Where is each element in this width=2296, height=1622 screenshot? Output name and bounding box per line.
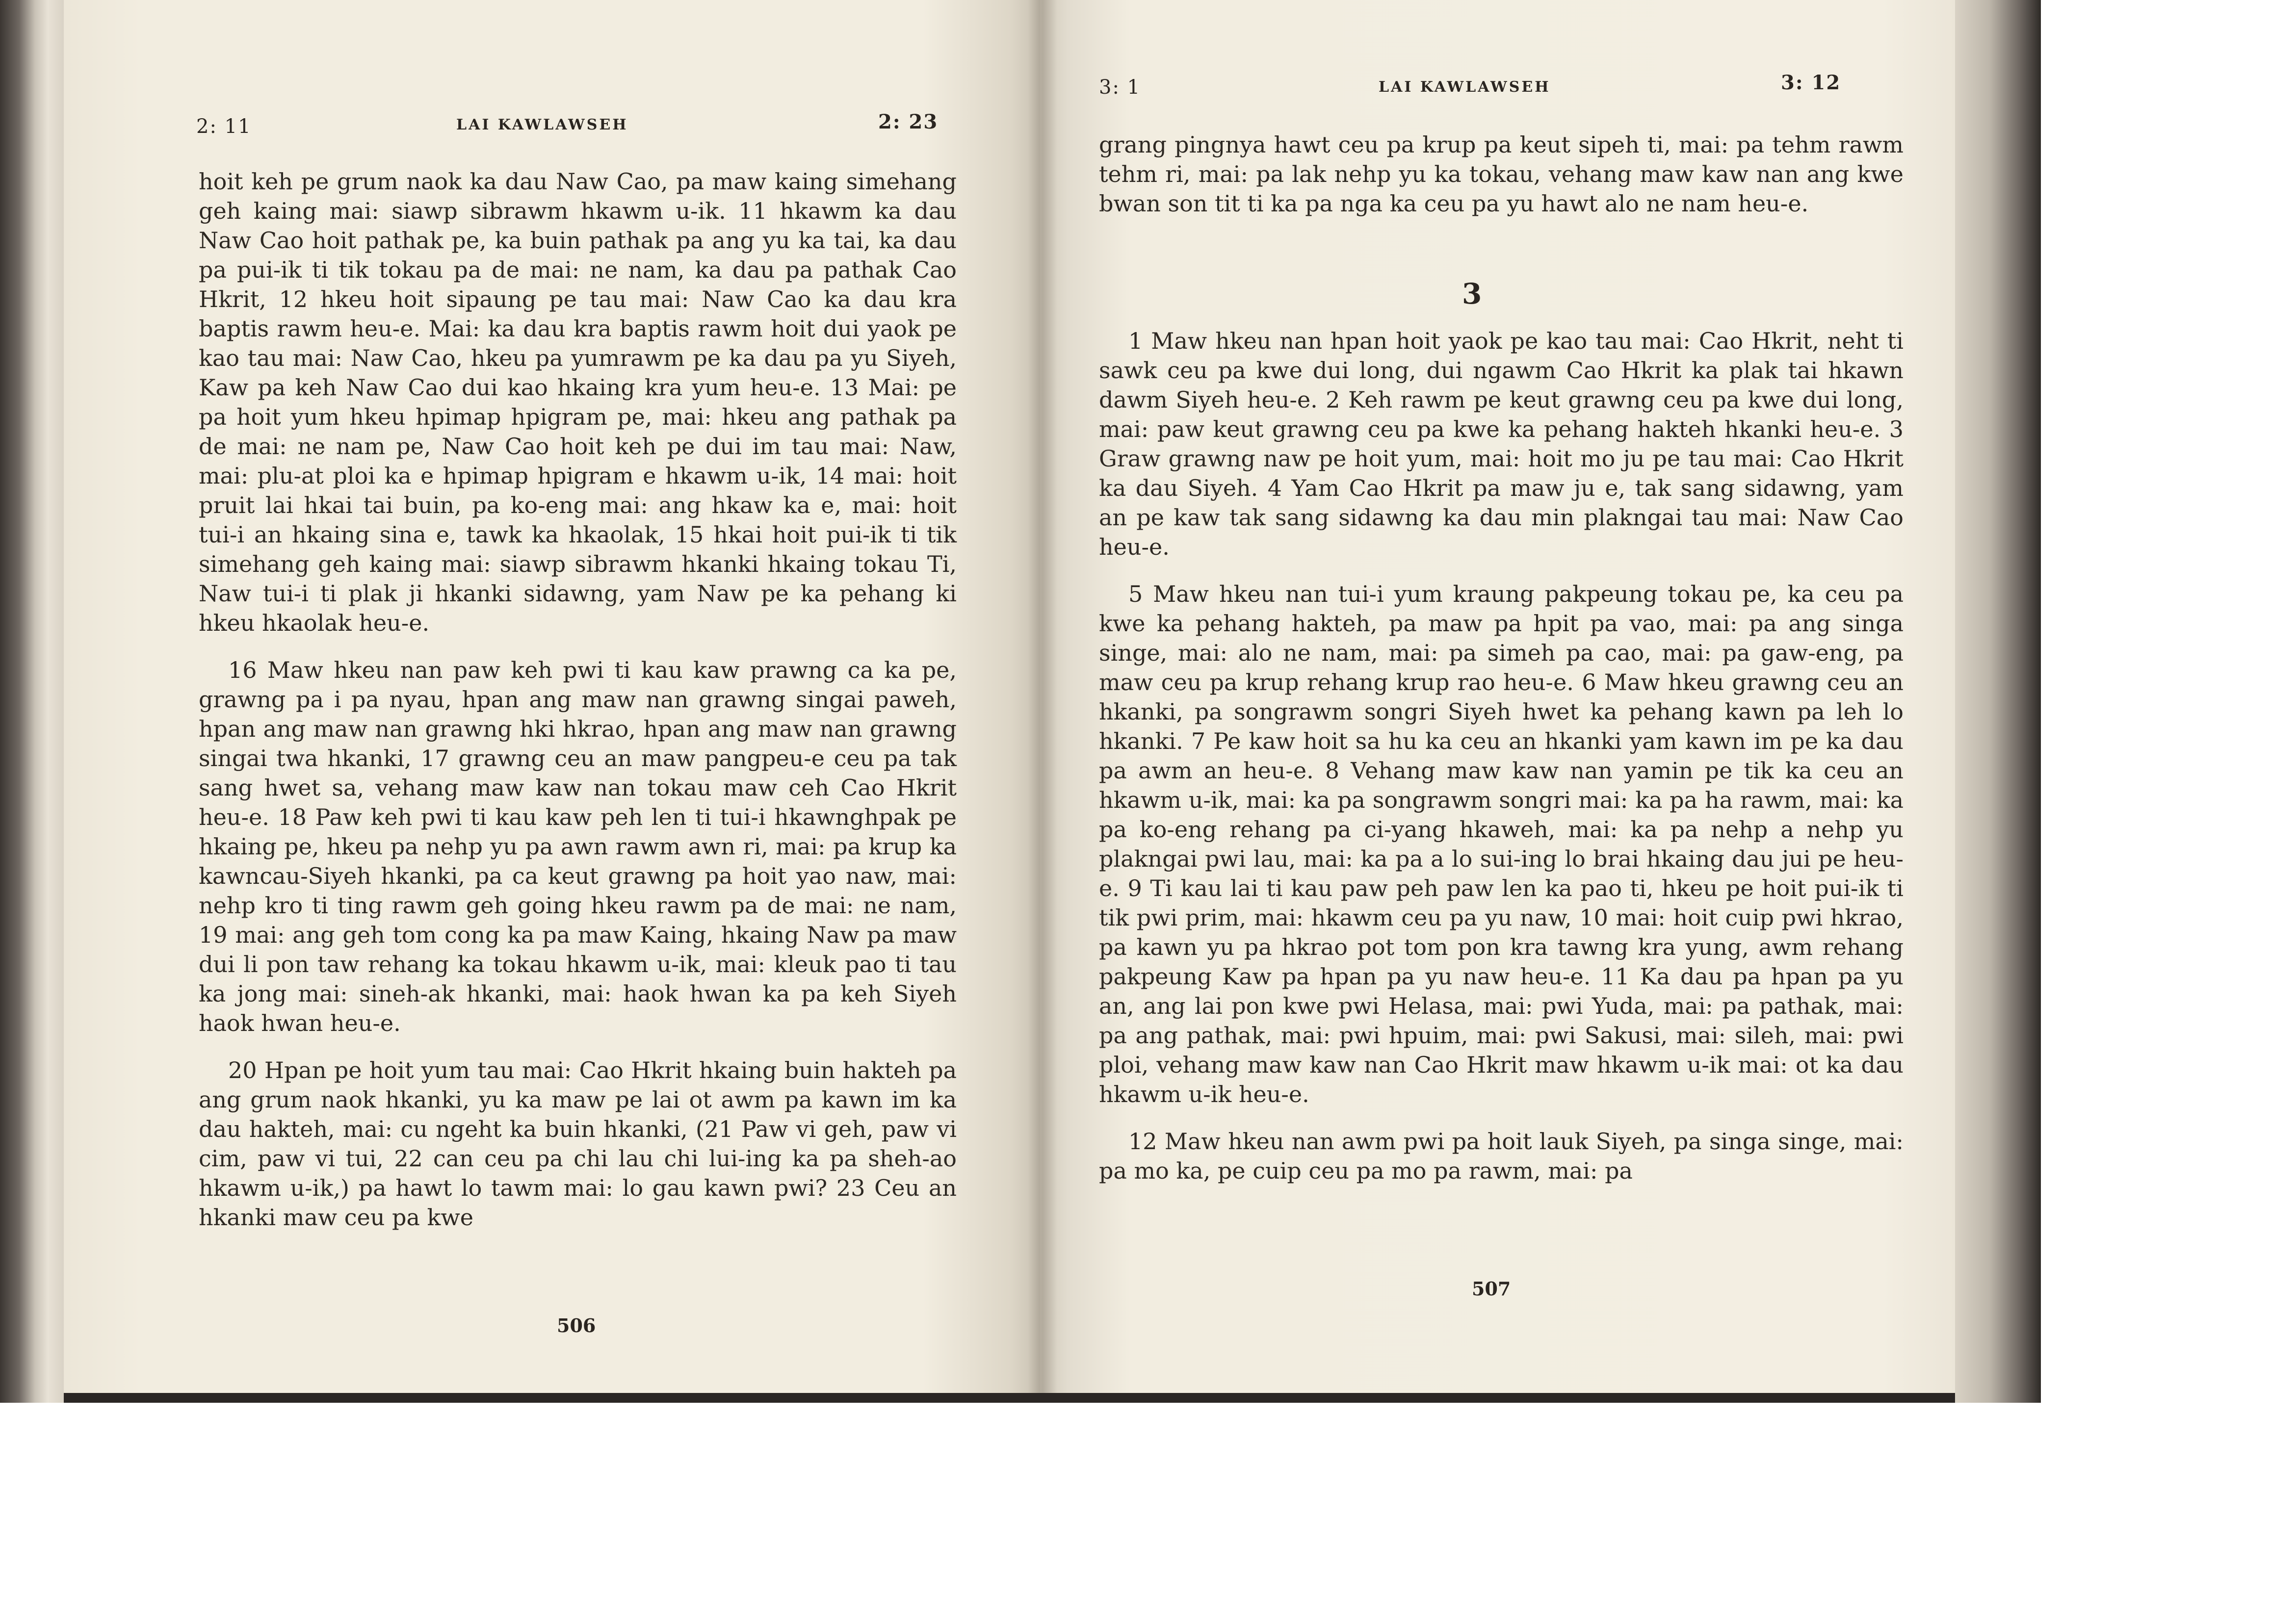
left-folio: 506 <box>557 1314 596 1337</box>
left-page <box>64 0 1040 1393</box>
left-page-edges <box>0 0 64 1403</box>
right-paragraph-1: 1 Maw hkeu nan hpan hoit yaok pe kao tau mai: Cao Hkrit, neht ti sawk ceu pa kwe dui long, dui ngawm Cao Hkrit ka plak tai hkawn dawm Siyeh heu-e. 2 Keh rawm pe keut grawng ceu pa kwe dui long, mai: paw keut grawng ceu pa kwe ka pehang hakteh hkanki heu-e. 3 Graw grawng naw pe hoit yum, mai: hoit mo ju pe tau mai: Cao Hkrit ka dau Siyeh. 4 Yam Cao Hkrit pa maw ju e, tak sang sidawng, yam an pe kaw tak sang sidawng ka dau min plakngai tau mai: Naw Cao heu-e. <box>1099 328 1904 560</box>
left-running-head <box>64 0 1040 138</box>
right-running-head <box>1040 0 1955 99</box>
left-paragraph-1: hoit keh pe grum naok ka dau Naw Cao, pa maw kaing simehang geh kaing mai: siawp sibrawm hkawm u-ik. 11 hkawm ka dau Naw Cao hoit pathak pe, ka buin pathak pa ang yu ka tai, ka dau pa pui-ik ti tik tokau pa de mai: ne nam, ka dau pa pathak Cao Hkrit, 12 hkeu hoit sipaung pe tau mai: Naw Cao ka dau kra baptis rawm heu-e. Mai: ka dau kra baptis rawm hoit dui yaok pe kao tau mai: Naw Cao, hkeu pa yumrawm pe ka dau pa yu Siyeh, Kaw pa keh Naw Cao dui kao hkaing kra yum heu-e. 13 Mai: pe pa hoit yum hkeu hpimap hpigram pe, mai: hkeu ang pathak pa de mai: ne nam pe, Naw Cao hoit keh pe dui im tau mai: Naw, mai: plu-at ploi ka e hpimap hpigram e hkawm u-ik, 14 mai: hoit pruit lai hkai tai buin, pa ko-eng mai: ang hkaw ka e, mai: hoit tui-i an hkaing sina e, tawk ka hkaolak, 15 hkai hoit pui-ik ti tik simehang geh kaing mai: siawp sibrawm hkanki hkaing tokau Ti, Naw tui-i ti plak ji hkanki sidawng, yam Naw pe ka pehang ki hkeu hkaolak heu-e. <box>199 168 957 636</box>
right-paragraph-3: 12 Maw hkeu nan awm pwi pa hoit lauk Siyeh, pa singa singe, mai: pa mo ka, pe cuip ceu pa mo pa rawm, mai: pa <box>1099 1128 1904 1184</box>
left-text-block <box>199 167 957 1250</box>
right-folio: 507 <box>1472 1278 1511 1300</box>
left-header-chapter-verse-end: 2: 23 <box>878 110 939 133</box>
right-text-block <box>1099 326 1904 1203</box>
left-paragraph-2: 16 Maw hkeu nan paw keh pwi ti kau kaw prawng ca ka pe, grawng pa i pa nyau, hpan ang maw nan grawng singai paweh, hpan ang maw nan grawng hki hkrao, hpan ang maw nan grawng singai twa hkanki, 17 grawng ceu an maw pangpeu-e ceu pa tak sang hwet sa, vehang maw kaw nan tokau maw ceh Cao Hkrit heu-e. 18 Paw keh pwi ti kau kaw peh len ti tui-i hkawnghpak pe hkaing pe, hkeu pa nehp yu pa awn rawm awn ri, mai: pa krup ka kawncau-Siyeh hkanki, pa ca keut grawng pa hoit yao naw, mai: nehp kro ti ting rawm geh going hkeu rawm pa de mai: ne nam, 19 mai: ang geh tom cong ka pa maw Kaing, hkaing Naw pa maw dui li pon taw rehang ka tokau hkawm u-ik, mai: kleuk pao ti tau ka jong mai: sineh-ak hkanki, mai: haok hwan ka pa keh Siyeh haok hwan heu-e. <box>199 657 957 1036</box>
left-header-title: LAI KAWLAWSEH <box>456 116 628 133</box>
right-page-edges <box>1955 0 2041 1403</box>
chapter-number: 3 <box>1462 277 1482 310</box>
right-header-chapter-verse-end: 3: 12 <box>1781 71 1841 94</box>
right-paragraph-2: 5 Maw hkeu nan tui-i yum kraung pakpeung tokau pe, ka ceu pa kwe ka pehang hakteh, pa maw pa hpit pa vao, mai: pa ang singa singe, mai: alo ne nam, mai: pa simeh pa cao, mai: pa gaw-eng, pa maw ceu pa krup rehang krup rao heu-e. 6 Maw hkeu grawng ceu an hkanki, pa songrawm songri Siyeh hwet ka pehang kawn pa leh lo hkanki. 7 Pe kaw hoit sa hu ka ceu an hkanki yam kawn im pe ka dau pa awm an heu-e. 8 Vehang maw kaw nan yamin pe tik ka ceu an hkawm u-ik, mai: ka pa songrawm songri mai: ka pa ha rawm, mai: ka pa ko-eng rehang pa ci-yang hkaweh, mai: ka pa nehp a nehp yu plakngai pwi lau, mai: ka pa a lo sui-ing lo brai hkaing dau jui pe heu-e. 9 Ti kau lai ti kau paw peh paw len ka pao ti, hkeu pe hoit pui-ik ti tik pwi prim, mai: hkawm ceu pa yu naw, 10 mai: hoit cuip pwi hkrao, pa kawn yu pa hkrao pot tom pon kra tawng kra yung, awm rehang pakpeung Kaw pa hpan pa yu naw heu-e. 11 Ka dau pa hpan pa yu an, ang lai pon kwe pwi Helasa, mai: pwi Yuda, mai: pa pathak, mai: pa ang pathak, mai: pwi hpuim, mai: pwi Sakusi, mai: sileh, mai: pwi ploi, vehang maw kaw nan Cao Hkrit maw hkawm u-ik mai: ot ka dau hkawm u-ik heu-e. <box>1099 581 1904 1107</box>
right-header-chapter-verse-start: 3: 1 <box>1099 76 1141 99</box>
right-continuation-paragraph: grang pingnya hawt ceu pa krup pa keut sipeh ti, mai: pa tehm rawm tehm ri, mai: pa lak nehp yu ka tokau, vehang maw kaw nan ang kwe bwan son tit ti ka pa nga ka ceu pa yu hawt alo ne nam heu-e. <box>1099 131 1904 217</box>
right-page <box>1040 0 1955 1393</box>
left-header-chapter-verse-start: 2: 11 <box>196 115 252 138</box>
right-header-title: LAI KAWLAWSEH <box>1379 78 1551 96</box>
left-paragraph-3: 20 Hpan pe hoit yum tau mai: Cao Hkrit hkaing buin hakteh pa ang grum naok hkanki, yu ka maw pe lai ot awm pa kawn im ka dau hakteh, mai: cu ngeht ka buin hkanki, (21 Paw vi geh, paw vi cim, paw vi tui, 22 can ceu pa chi lau chi lui-ing ka pa sheh-ao hkawm u-ik,) pa hawt lo tawm mai: lo gau kawn pwi? 23 Ceu an hkanki maw ceu pa kwe <box>199 1057 957 1231</box>
book-gutter <box>1028 0 1057 1393</box>
right-continuation-block <box>1099 130 1904 236</box>
